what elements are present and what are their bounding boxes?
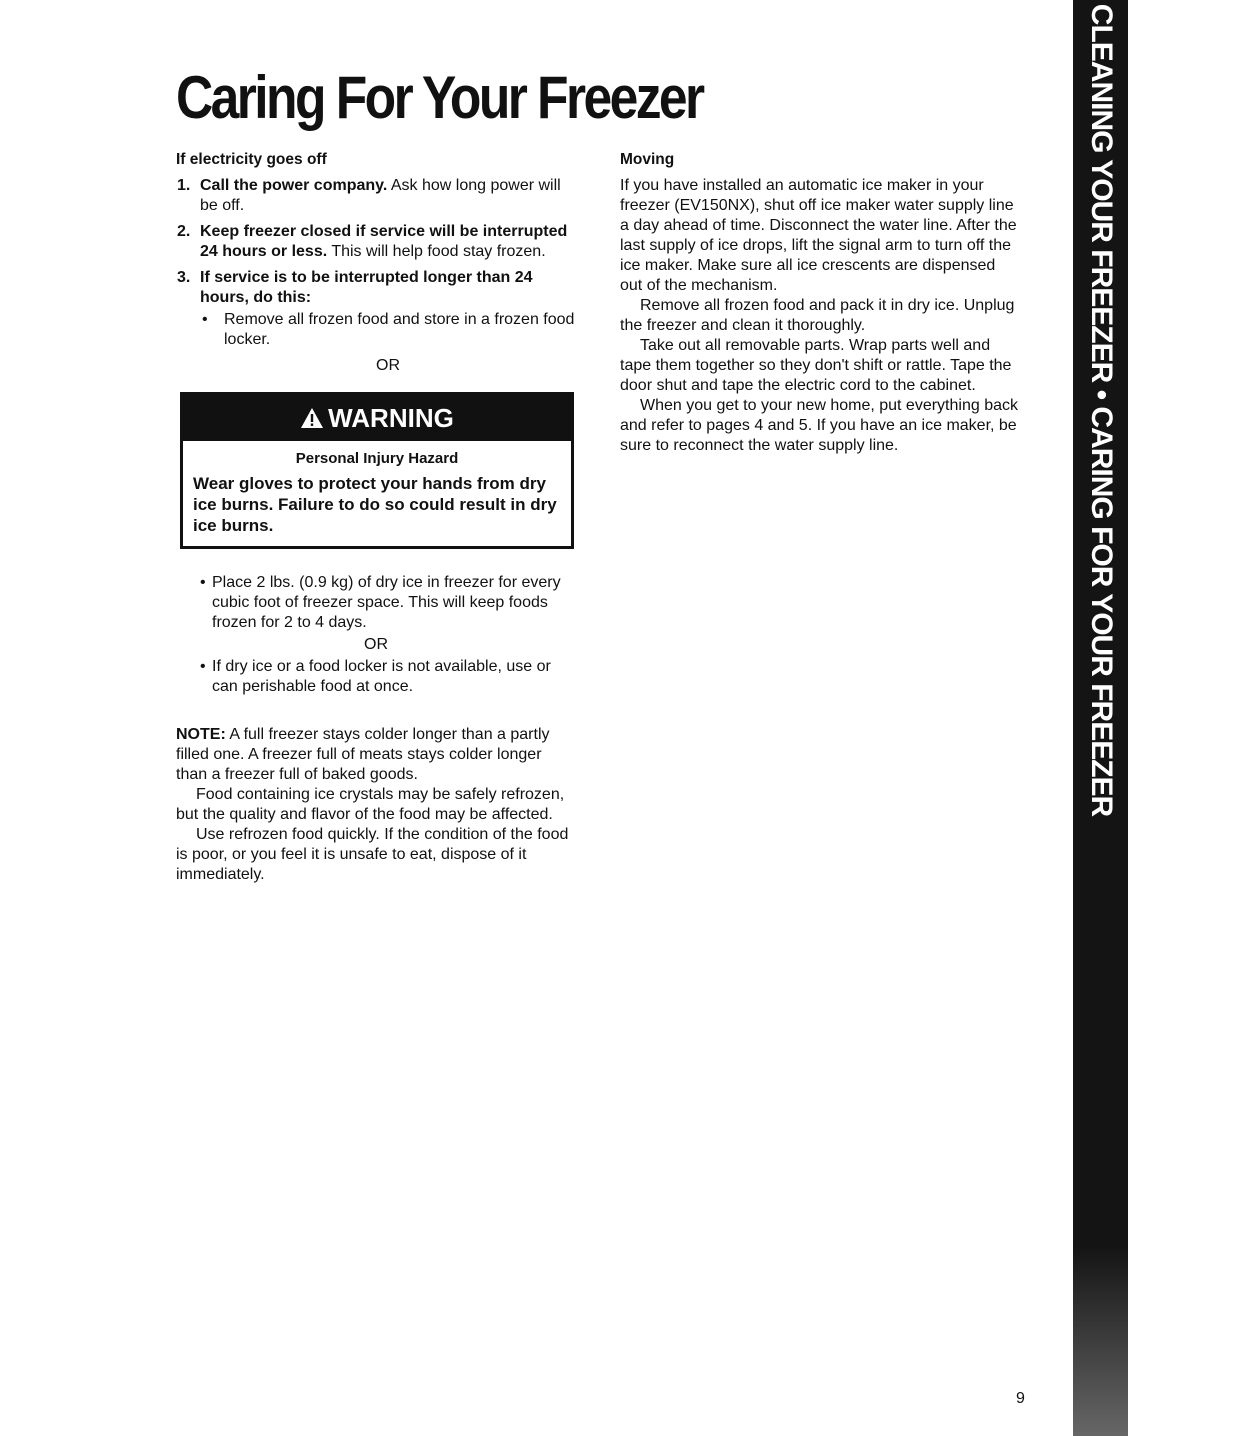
note-label: NOTE: bbox=[176, 726, 226, 743]
warning-label: WARNING bbox=[328, 403, 454, 433]
step-2 bbox=[176, 222, 576, 262]
step-3-bold: If service is to be interrupted longer than 24 hours, do this: bbox=[200, 269, 533, 306]
dry-ice-section bbox=[176, 573, 576, 697]
bullet-frozen-locker: • Remove all frozen food and store in a frozen food locker. bbox=[200, 310, 576, 350]
warning-triangle-icon bbox=[300, 397, 324, 443]
refrozen-paragraph: Food containing ice crystals may be safely refrozen, but the quality and flavor of the food may be affected. bbox=[176, 786, 565, 823]
hazard-title: Personal Injury Hazard bbox=[295, 450, 459, 467]
moving-paragraph-2: Remove all frozen food and pack it in dry ice. Unplug the freezer and clean it thoroughly. bbox=[620, 297, 1015, 334]
steps-list bbox=[176, 176, 576, 376]
step-2-text: This will help food stay frozen. bbox=[327, 243, 546, 260]
or-divider-2: OR bbox=[364, 636, 388, 653]
section-sidebar bbox=[1073, 0, 1128, 1436]
warning-text: Wear gloves to protect your hands from dry ice burns. Failure to do so could result in dry ice burns. bbox=[193, 474, 557, 535]
step-1-bold: Call the power company. bbox=[200, 177, 388, 194]
step-2-number: 2. bbox=[177, 223, 191, 240]
step-1-text: Ask how long power will be off. bbox=[200, 177, 561, 214]
warning-body bbox=[183, 441, 571, 546]
step-1 bbox=[176, 176, 576, 216]
page-number: 9 bbox=[1016, 1390, 1025, 1407]
page-title: Caring For Your Freezer bbox=[176, 64, 703, 131]
note-section bbox=[176, 725, 576, 885]
step-3-number: 3. bbox=[177, 269, 191, 286]
right-column bbox=[620, 150, 1020, 456]
moving-paragraph-3: Take out all removable parts. Wrap parts well and tape them together so they don't shift or rattle. Tape the door shut and tape the electric cord to the cabinet. bbox=[620, 337, 1012, 394]
note-paragraph bbox=[176, 725, 576, 785]
sidebar-label: CLEANING YOUR FREEZER • CARING FOR YOUR FREEZER bbox=[1084, 3, 1118, 817]
step-1-number: 1. bbox=[177, 177, 191, 194]
use-quickly-paragraph: Use refrozen food quickly. If the condition of the food is poor, or you feel it is unsafe to eat, dispose of it immediately. bbox=[176, 826, 569, 883]
perishable-bullets bbox=[198, 657, 576, 697]
sidebar-fade bbox=[1073, 1246, 1128, 1436]
warning-bar bbox=[183, 395, 571, 441]
electricity-heading: If electricity goes off bbox=[176, 151, 327, 168]
left-column bbox=[176, 150, 576, 885]
note-text: A full freezer stays colder longer than a partly filled one. A freezer full of meats stays colder longer than a freezer full of baked goods. bbox=[176, 726, 550, 783]
dry-ice-bullets bbox=[198, 573, 576, 633]
moving-paragraph-4: When you get to your new home, put everything back and refer to pages 4 and 5. If you have an ice maker, be sure to reconnect the water supply line. bbox=[620, 397, 1018, 454]
step-3-bullets bbox=[200, 310, 576, 350]
or-divider-1: OR bbox=[376, 357, 400, 374]
moving-heading: Moving bbox=[620, 151, 675, 168]
warning-box bbox=[180, 392, 574, 549]
bullet-dry-ice: • Place 2 lbs. (0.9 kg) of dry ice in freezer for every cubic foot of freezer space. This will keep foods frozen for 2 to 4 days. bbox=[198, 573, 576, 633]
step-3 bbox=[176, 268, 576, 376]
moving-paragraph-1: If you have installed an automatic ice maker in your freezer (EV150NX), shut off ice maker water supply line a day ahead of time. Disconnect the water line. After the last supply of ice drops, lift the signal arm to turn off the ice maker. Make sure all ice crescents are dispensed out of the mechanism. bbox=[620, 177, 1017, 294]
bullet-perishable: • If dry ice or a food locker is not available, use or can perishable food at once. bbox=[198, 657, 576, 697]
step-2-bold: Keep freezer closed if service will be interrupted 24 hours or less. bbox=[200, 223, 568, 260]
